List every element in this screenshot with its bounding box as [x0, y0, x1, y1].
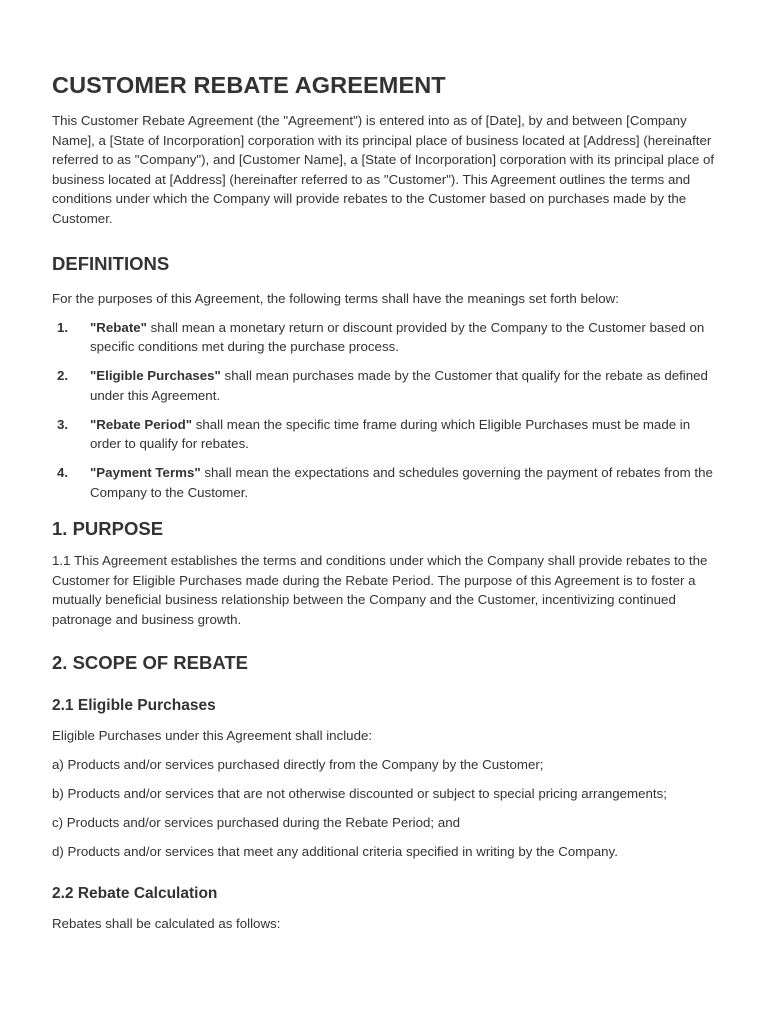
definition-item	[52, 463, 724, 502]
scope-heading: 2. SCOPE OF REBATE	[52, 652, 248, 673]
rebate-calculation-lead: Rebates shall be calculated as follows:	[52, 915, 281, 931]
purpose-paragraph: 1.1 This Agreement establishes the terms and conditions under which the Company shall provide rebates to the Customer for Eligible Purchases made during the Rebate Period. The purpose of this Agreement is to foster a mutually beneficial business relationship between the Company and the Customer, incentivizing continued patronage and business growth.	[52, 553, 708, 627]
definition-text: shall mean the expectations and schedules governing the payment of rebates from the Company to the Customer.	[90, 465, 713, 500]
eligible-item: b) Products and/or services that are not otherwise discounted or subject to special pricing arrangements;	[52, 786, 667, 801]
definitions-heading: DEFINITIONS	[52, 253, 170, 274]
definition-item	[52, 318, 724, 357]
definition-number: 3.	[57, 416, 69, 432]
eligible-purchases-heading: 2.1 Eligible Purchases	[52, 697, 216, 714]
definition-text: shall mean a monetary return or discount provided by the Company to the Customer based on specific conditions met during the purchase process.	[90, 319, 705, 354]
definitions-lead: For the purposes of this Agreement, the following terms shall have the meanings set forth below:	[52, 291, 619, 306]
definition-term: "Rebate Period"	[90, 416, 193, 432]
definition-number: 1.	[57, 319, 69, 335]
eligible-item: a) Products and/or services purchased directly from the Company by the Customer;	[52, 757, 544, 772]
rebate-calculation-heading: 2.2 Rebate Calculation	[52, 884, 218, 902]
purpose-heading: 1. PURPOSE	[52, 518, 164, 539]
definition-text: shall mean purchases made by the Customer that qualify for the rebate as defined under this Agreement.	[90, 368, 708, 403]
definition-term: "Payment Terms"	[90, 465, 201, 480]
intro-paragraph: This Customer Rebate Agreement (the "Agreement") is entered into as of [Date], by and between [Company Name], a [State of Incorporation] corporation with its principal place of business located at [Address] (hereinafter referred to as "Company"), and [Customer Name], a [State of Incorporation] corporation with its principal place of business located at [Address] (hereinafter referred to as "Customer"). This Agreement outlines the terms and conditions under which the Company will provide rebates to the Customer based on purchases made by the Customer.	[52, 113, 715, 226]
definition-number: 4.	[57, 465, 69, 480]
definition-text: shall mean the specific time frame during which Eligible Purchases must be made in order to qualify for rebates.	[90, 416, 691, 451]
definition-term: "Eligible Purchases"	[90, 368, 221, 383]
eligible-item: c) Products and/or services purchased during the Rebate Period; and	[52, 815, 461, 830]
definition-number: 2.	[57, 368, 69, 383]
definition-term: "Rebate"	[90, 319, 147, 335]
document-page	[52, 68, 724, 933]
document-title: CUSTOMER REBATE AGREEMENT	[52, 72, 446, 98]
definitions-list	[52, 318, 724, 503]
eligible-item: d) Products and/or services that meet any additional criteria specified in writing by the Company.	[52, 844, 618, 859]
definition-item	[52, 366, 724, 405]
definition-item	[52, 415, 724, 454]
eligible-purchases-lead: Eligible Purchases under this Agreement shall include:	[52, 728, 373, 743]
